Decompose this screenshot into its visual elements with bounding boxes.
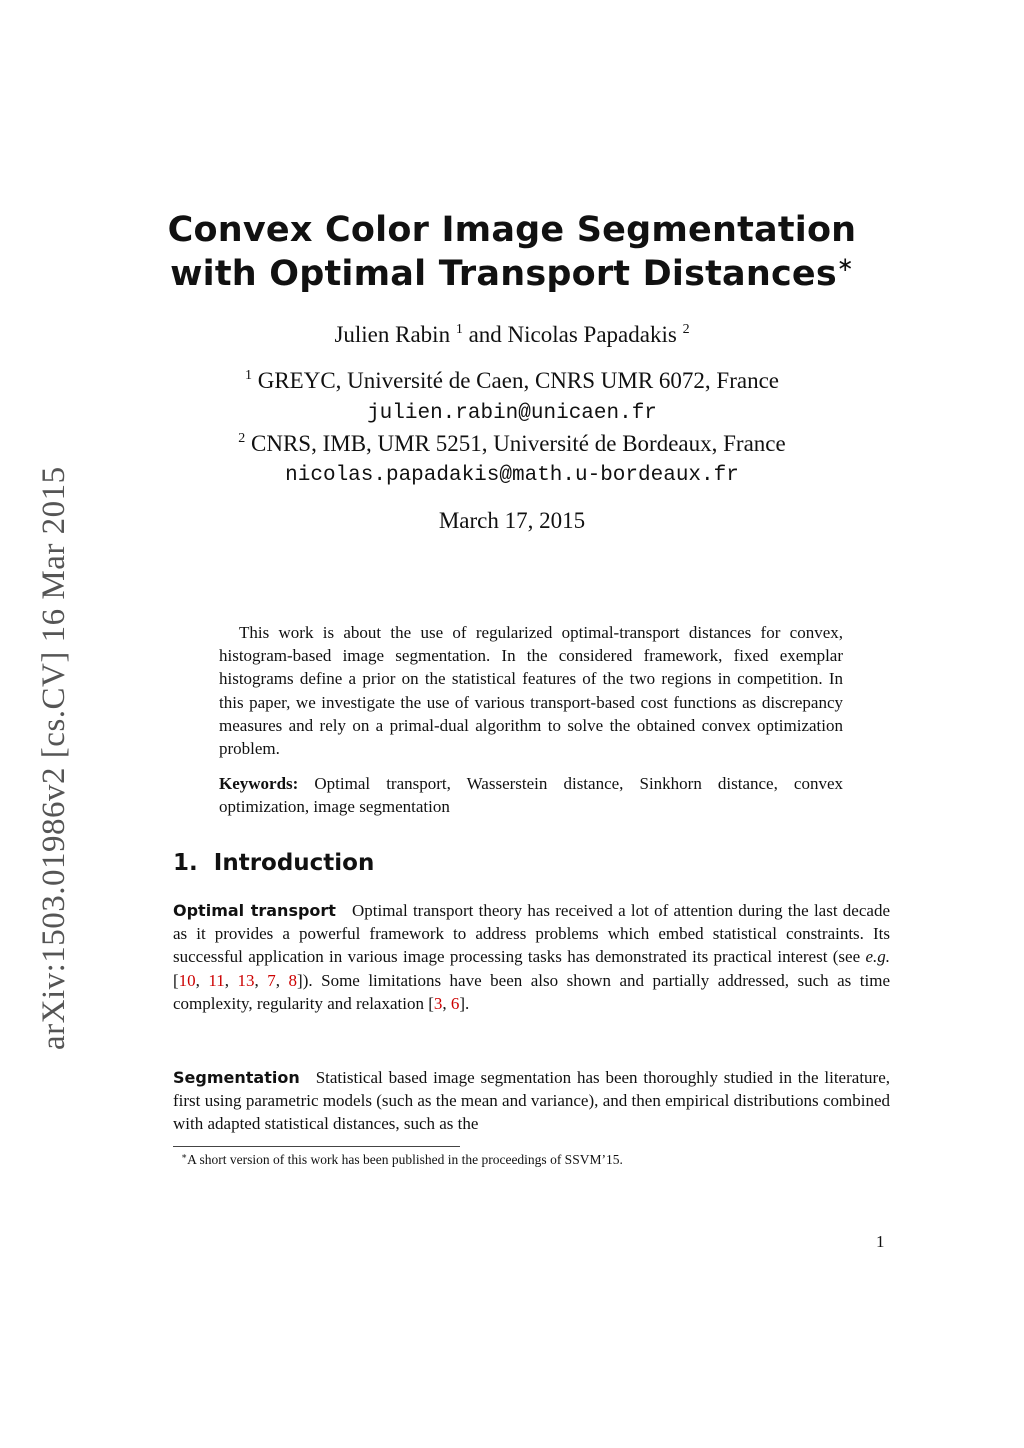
affiliation-2-text: CNRS, IMB, UMR 5251, Université de Bordeaux, France (251, 431, 786, 456)
paragraph-segmentation (173, 1066, 890, 1136)
section-number: 1. (173, 850, 198, 876)
page-number: 1 (876, 1232, 885, 1251)
citation-link[interactable]: 10 (178, 970, 196, 990)
author-2: Nicolas Papadakis (507, 322, 677, 347)
keywords-label: Keywords: (219, 774, 299, 793)
paragraph-heading-optimal-transport: Optimal transport (173, 901, 336, 920)
abstract (219, 621, 843, 760)
citation-link[interactable]: 6 (450, 993, 460, 1013)
arxiv-identifier-sidebar: arXiv:1503.01986v2 [cs.CV] 16 Mar 2015 (36, 466, 72, 1050)
affiliation-1-text: GREYC, Université de Caen, CNRS UMR 6072, France (257, 368, 780, 393)
abstract-text: This work is about the use of regularized optimal-transport distances for convex, histogram-based image segmentation. In the considered framework, fixed exemplar histograms define a prior on the statistical features of the two regions in competition. In this paper, we investigate the use of various transport-based cost functions as discrepancy measures and rely on a primal-dual algorithm to solve the obtained convex optimization problem. (219, 623, 843, 759)
paper-title (0, 208, 1024, 296)
email-1[interactable]: julien.rabin@unicaen.fr (367, 402, 657, 425)
author-conjunction: and (468, 322, 502, 347)
title-footnote-mark: ∗ (836, 252, 854, 276)
paragraph-text: Statistical based image segmentation has been thoroughly studied in the literature, first using parametric models (such as the mean and variance), and then empirical distributions combined with adapted statistical distances, such as the (173, 1068, 890, 1134)
title-line-2: with Optimal Transport Distances∗ (170, 252, 854, 294)
paragraph-text: Optimal transport theory has received a lot of attention during the last decade as it provides a powerful framework to address problems which embed statistical constraints. Its successful application in various image processing tasks has demonstrated its practical interest (see (173, 901, 890, 967)
author-1-affiliation-mark: 1 (455, 322, 463, 337)
section-title: Introduction (213, 850, 375, 876)
keywords (219, 772, 843, 818)
footnote-mark: ∗ (181, 1151, 188, 1161)
publication-date: March 17, 2015 (438, 508, 586, 533)
paragraph-heading-segmentation: Segmentation (173, 1068, 300, 1087)
eg-abbrev: e.g. (865, 947, 890, 967)
citation-link[interactable]: 3 (433, 993, 443, 1013)
affiliation-2 (0, 431, 1024, 457)
affiliation-2-mark: 2 (238, 431, 246, 446)
footnote (181, 1152, 623, 1168)
keywords-text: Optimal transport, Wasserstein distance, Sinkhorn distance, convex optimization, image segmentation (219, 774, 843, 817)
section-heading-introduction (173, 850, 374, 876)
footnote-text: A short version of this work has been published in the proceedings of SSVM’15. (187, 1152, 623, 1167)
citation-link[interactable]: 7 (267, 970, 276, 990)
paragraph-optimal-transport: Optimal transport Optimal transport theory has received a lot of attention during the last decade as it provides a powerful framework to address problems which embed statistical constraints. Its successful application in various image processing tasks has demonstrated its practical interest (see e.g. [10, 11, 13, 7, 8]). Some limitations have been also shown and partially addressed, such as time complexity, regularity and relaxation [3, 6]. (173, 901, 891, 1013)
author-2-affiliation-mark: 2 (682, 322, 690, 337)
author-1: Julien Rabin (334, 322, 451, 347)
title-line-1: Convex Color Image Segmentation (167, 210, 857, 250)
citation-link[interactable]: 11 (208, 970, 225, 990)
citation-link[interactable]: 8 (288, 970, 298, 990)
email-2[interactable]: nicolas.papadakis@math.u-bordeaux.fr (285, 464, 739, 487)
citation-link[interactable]: 13 (237, 970, 255, 990)
affiliation-1 (0, 368, 1024, 394)
affiliation-1-mark: 1 (244, 368, 252, 383)
footnote-rule (173, 1146, 460, 1147)
author-list (0, 322, 1024, 348)
